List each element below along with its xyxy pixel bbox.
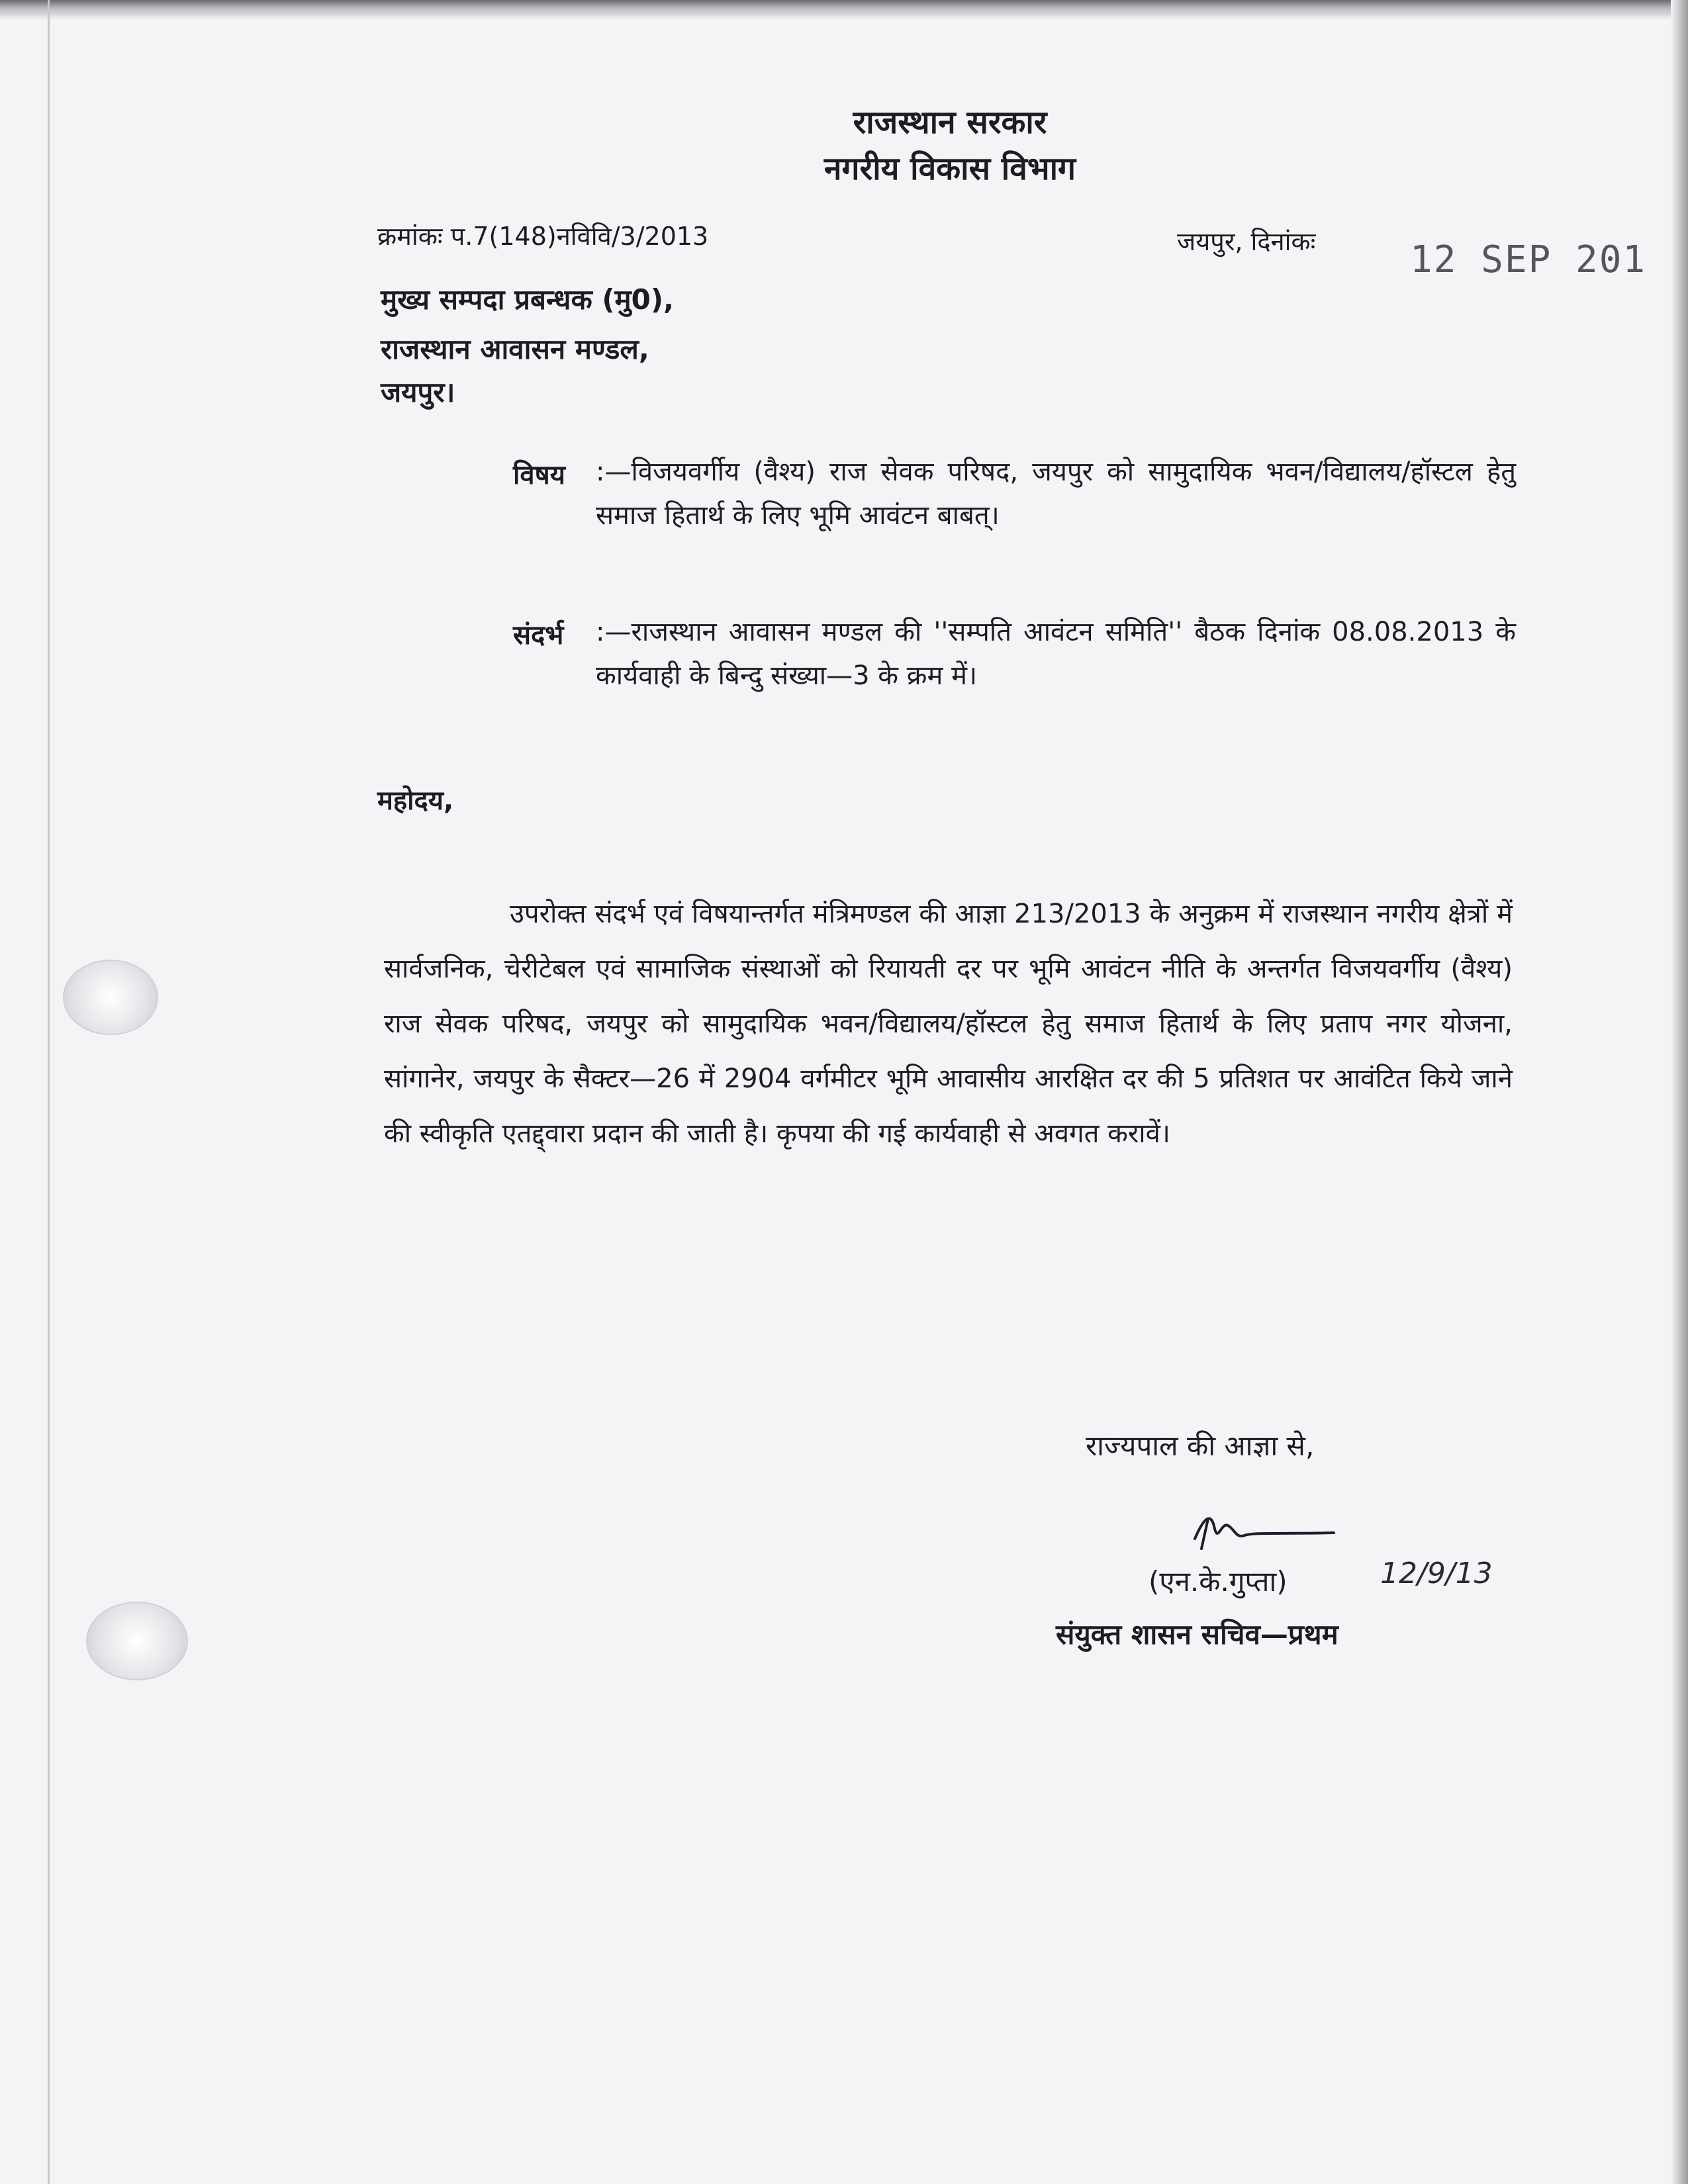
letter-body xyxy=(384,887,1513,1161)
signature-date: 12/9/13 xyxy=(1380,1557,1493,1590)
body-paragraph: उपरोक्त संदर्भ एवं विषयान्तर्गत मंत्रिमण्डल की आज्ञा 213/2013 के अनुक्रम में राजस्थान नगरीय क्षेत्रों में सार्वजनिक, चेरीटेबल एवं सामाजिक संस्थाओं को रियायती दर पर भूमि आवंटन नीति के अन्तर्गत विजयवर्गीय (वैश्य) राज सेवक परिषद, जयपुर को सामुदायिक भवन/विद्यालय/हॉस्टल हेतु समाज हितार्थ के लिए प्रताप नगर योजना, सांगानेर, जयपुर के सैक्टर—26 में 2904 वर्गमीटर भूमि आवासीय आरक्षित दर की 5 प्रतिशत पर आवंटित किये जाने की स्वीकृति एतद्द्वारा प्रदान की जाती है। कृपया की गई कार्यवाही से अवगत करावें। xyxy=(384,899,1513,1149)
reference-context-label: संदर्भ xyxy=(513,620,564,651)
addressee-line-1: मुख्य सम्पदा प्रबन्धक (मु0), xyxy=(381,283,675,316)
date-label: जयपुर, दिनांकः xyxy=(1177,227,1316,256)
signature xyxy=(1182,1502,1347,1562)
subject-text: :—विजयवर्गीय (वैश्य) राज सेवक परिषद, जयपुर को सामुदायिक भवन/विद्यालय/हॉस्टल हेतु समाज हितार्थ के लिए भूमि आवंटन बाबत्। xyxy=(596,457,1516,531)
punch-hole xyxy=(86,1602,188,1680)
scan-edge-top xyxy=(0,0,1688,20)
addressee-line-2: राजस्थान आवासन मण्डल, xyxy=(381,333,649,365)
date-stamp: 12 SEP 201 xyxy=(1410,238,1647,281)
addressee-line-3: जयपुर। xyxy=(381,376,455,408)
scan-edge-right xyxy=(1671,0,1688,2184)
subject-label: विषय xyxy=(513,460,565,490)
signatory-designation: संयुक्त शासन सचिव—प्रथम xyxy=(1056,1618,1338,1651)
punch-hole xyxy=(63,960,158,1035)
signatory-name: (एन.के.गुप्ता) xyxy=(1149,1565,1288,1598)
closing-line: राज्यपाल की आज्ञा से, xyxy=(1086,1430,1315,1462)
government-title: राजस्थान सरकार xyxy=(853,104,1047,141)
salutation: महोदय, xyxy=(377,786,454,816)
reference-context-text: :—राजस्थान आवासन मण्डल की ''सम्पति आवंटन समिति'' बैठक दिनांक 08.08.2013 के कार्यवाही के बिन्दु संख्या—3 के क्रम में। xyxy=(596,617,1516,691)
reference-number: क्रमांकः प.7(148)नविवि/3/2013 xyxy=(377,222,709,251)
department-title: नगरीय विकास विभाग xyxy=(823,150,1076,187)
scan-edge-left xyxy=(48,0,50,2184)
